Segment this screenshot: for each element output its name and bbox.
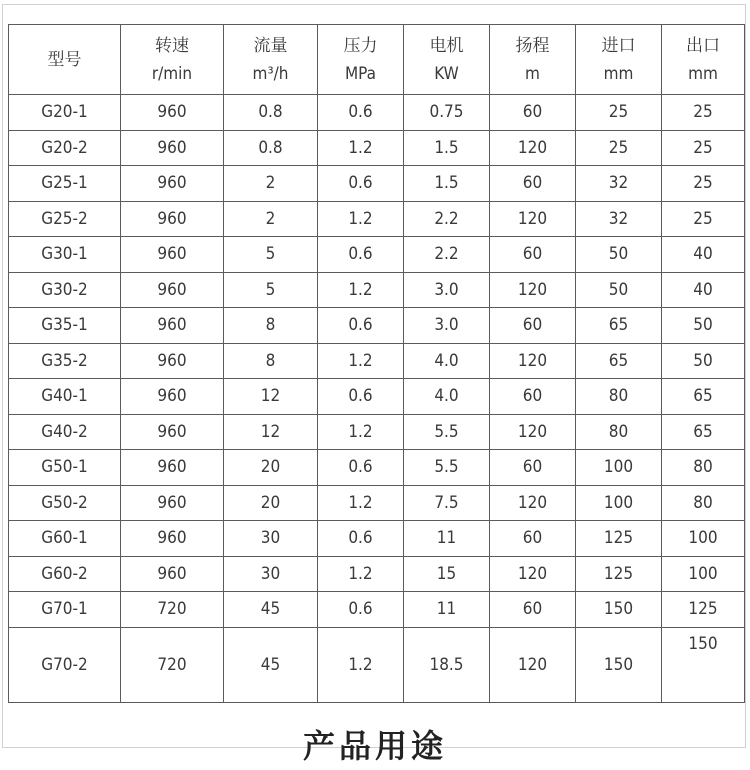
cell-outlet: 25 <box>662 130 745 166</box>
cell-speed: 960 <box>121 379 224 415</box>
table-row <box>9 130 745 166</box>
cell-head: 120 <box>490 485 576 521</box>
cell-head: 60 <box>490 166 576 202</box>
cell-inlet: 125 <box>576 556 662 592</box>
cell-inlet: 80 <box>576 379 662 415</box>
header-cell-model: 型号 <box>9 25 121 95</box>
cell-inlet: 32 <box>576 166 662 202</box>
cell-head: 120 <box>490 343 576 379</box>
cell-motor: 2.2 <box>404 237 490 273</box>
cell-outlet: 25 <box>662 201 745 237</box>
cell-flow: 30 <box>224 556 318 592</box>
cell-speed: 960 <box>121 414 224 450</box>
cell-head: 120 <box>490 627 576 702</box>
header-cell-pressure: 压力 MPa <box>318 25 404 95</box>
cell-model: G70-2 <box>9 627 121 702</box>
cell-motor: 1.5 <box>404 130 490 166</box>
cell-pressure: 0.6 <box>318 379 404 415</box>
cell-inlet: 25 <box>576 130 662 166</box>
cell-outlet: 100 <box>662 556 745 592</box>
cell-speed: 960 <box>121 166 224 202</box>
cell-flow: 8 <box>224 308 318 344</box>
cell-pressure: 1.2 <box>318 130 404 166</box>
cell-model: G40-1 <box>9 379 121 415</box>
cell-motor: 2.2 <box>404 201 490 237</box>
cell-flow: 5 <box>224 272 318 308</box>
cell-head: 60 <box>490 237 576 273</box>
cell-model: G20-2 <box>9 130 121 166</box>
cell-head: 60 <box>490 308 576 344</box>
cell-motor: 11 <box>404 592 490 628</box>
cell-inlet: 125 <box>576 521 662 557</box>
table-row <box>9 343 745 379</box>
cell-head: 60 <box>490 521 576 557</box>
cell-pressure: 0.6 <box>318 166 404 202</box>
cell-pressure: 1.2 <box>318 556 404 592</box>
cell-outlet: 100 <box>662 521 745 557</box>
cell-speed: 960 <box>121 343 224 379</box>
cell-speed: 960 <box>121 201 224 237</box>
cell-flow: 0.8 <box>224 95 318 131</box>
cell-speed: 960 <box>121 95 224 131</box>
section-heading: 产品用途 <box>302 727 447 765</box>
cell-flow: 8 <box>224 343 318 379</box>
cell-flow: 20 <box>224 485 318 521</box>
cell-outlet: 80 <box>662 450 745 486</box>
cell-outlet: 40 <box>662 272 745 308</box>
cell-model: G25-2 <box>9 201 121 237</box>
cell-outlet: 125 <box>662 592 745 628</box>
cell-pressure: 1.2 <box>318 272 404 308</box>
cell-inlet: 50 <box>576 272 662 308</box>
cell-speed: 960 <box>121 130 224 166</box>
cell-outlet: 50 <box>662 343 745 379</box>
spec-table <box>8 24 745 703</box>
cell-inlet: 150 <box>576 627 662 702</box>
cell-motor: 7.5 <box>404 485 490 521</box>
cell-pressure: 0.6 <box>318 521 404 557</box>
cell-model: G35-2 <box>9 343 121 379</box>
cell-head: 60 <box>490 95 576 131</box>
cell-pressure: 1.2 <box>318 414 404 450</box>
cell-head: 120 <box>490 130 576 166</box>
cell-motor: 15 <box>404 556 490 592</box>
cell-head: 60 <box>490 592 576 628</box>
cell-flow: 0.8 <box>224 130 318 166</box>
cell-head: 120 <box>490 272 576 308</box>
cell-inlet: 80 <box>576 414 662 450</box>
cell-model: G30-2 <box>9 272 121 308</box>
cell-motor: 0.75 <box>404 95 490 131</box>
cell-outlet: 150 <box>662 627 745 702</box>
header-cell-outlet: 出口 mm <box>662 25 745 95</box>
header-cell-motor: 电机 KW <box>404 25 490 95</box>
table-header-row <box>9 25 745 95</box>
cell-speed: 960 <box>121 237 224 273</box>
cell-inlet: 32 <box>576 201 662 237</box>
cell-model: G70-1 <box>9 592 121 628</box>
cell-model: G60-1 <box>9 521 121 557</box>
cell-motor: 5.5 <box>404 414 490 450</box>
cell-motor: 3.0 <box>404 308 490 344</box>
cell-outlet: 50 <box>662 308 745 344</box>
header-cell-flow: 流量 m³/h <box>224 25 318 95</box>
cell-motor: 5.5 <box>404 450 490 486</box>
cell-flow: 12 <box>224 414 318 450</box>
cell-outlet: 25 <box>662 95 745 131</box>
cell-head: 60 <box>490 450 576 486</box>
cell-flow: 2 <box>224 166 318 202</box>
header-cell-speed: 转速 r/min <box>121 25 224 95</box>
table-row <box>9 201 745 237</box>
cell-pressure: 1.2 <box>318 627 404 702</box>
cell-speed: 960 <box>121 556 224 592</box>
cell-inlet: 25 <box>576 95 662 131</box>
cell-head: 120 <box>490 414 576 450</box>
cell-motor: 11 <box>404 521 490 557</box>
cell-motor: 4.0 <box>404 343 490 379</box>
cell-model: G40-2 <box>9 414 121 450</box>
cell-speed: 960 <box>121 450 224 486</box>
header-cell-inlet: 进口 mm <box>576 25 662 95</box>
cell-inlet: 65 <box>576 308 662 344</box>
cell-outlet: 80 <box>662 485 745 521</box>
cell-flow: 20 <box>224 450 318 486</box>
cell-model: G25-1 <box>9 166 121 202</box>
table-row <box>9 450 745 486</box>
table-row <box>9 308 745 344</box>
cell-pressure: 0.6 <box>318 450 404 486</box>
cell-speed: 960 <box>121 521 224 557</box>
cell-flow: 30 <box>224 521 318 557</box>
cell-outlet: 65 <box>662 379 745 415</box>
table-row <box>9 556 745 592</box>
cell-motor: 3.0 <box>404 272 490 308</box>
cell-pressure: 0.6 <box>318 308 404 344</box>
spec-table-body <box>9 25 745 703</box>
table-row <box>9 414 745 450</box>
cell-outlet: 65 <box>662 414 745 450</box>
table-row <box>9 237 745 273</box>
cell-model: G50-1 <box>9 450 121 486</box>
cell-model: G50-2 <box>9 485 121 521</box>
header-cell-head: 扬程 m <box>490 25 576 95</box>
cell-pressure: 0.6 <box>318 592 404 628</box>
cell-motor: 18.5 <box>404 627 490 702</box>
cell-model: G20-1 <box>9 95 121 131</box>
cell-outlet: 25 <box>662 166 745 202</box>
cell-motor: 1.5 <box>404 166 490 202</box>
table-row <box>9 521 745 557</box>
cell-speed: 960 <box>121 485 224 521</box>
cell-inlet: 65 <box>576 343 662 379</box>
table-row <box>9 592 745 628</box>
cell-model: G60-2 <box>9 556 121 592</box>
cell-inlet: 100 <box>576 450 662 486</box>
cell-speed: 720 <box>121 627 224 702</box>
cell-outlet: 40 <box>662 237 745 273</box>
cell-pressure: 1.2 <box>318 201 404 237</box>
cell-inlet: 100 <box>576 485 662 521</box>
cell-inlet: 150 <box>576 592 662 628</box>
cell-flow: 2 <box>224 201 318 237</box>
cell-flow: 45 <box>224 627 318 702</box>
cell-head: 60 <box>490 379 576 415</box>
cell-motor: 4.0 <box>404 379 490 415</box>
cell-model: G35-1 <box>9 308 121 344</box>
table-row <box>9 272 745 308</box>
cell-flow: 12 <box>224 379 318 415</box>
cell-speed: 960 <box>121 308 224 344</box>
cell-flow: 5 <box>224 237 318 273</box>
cell-pressure: 0.6 <box>318 237 404 273</box>
cell-head: 120 <box>490 556 576 592</box>
cell-flow: 45 <box>224 592 318 628</box>
table-row <box>9 379 745 415</box>
table-row <box>9 485 745 521</box>
table-row <box>9 166 745 202</box>
cell-head: 120 <box>490 201 576 237</box>
table-row <box>9 95 745 131</box>
cell-speed: 720 <box>121 592 224 628</box>
cell-inlet: 50 <box>576 237 662 273</box>
cell-pressure: 1.2 <box>318 343 404 379</box>
cell-pressure: 0.6 <box>318 95 404 131</box>
cell-pressure: 1.2 <box>318 485 404 521</box>
table-row <box>9 627 745 702</box>
cell-speed: 960 <box>121 272 224 308</box>
cell-model: G30-1 <box>9 237 121 273</box>
